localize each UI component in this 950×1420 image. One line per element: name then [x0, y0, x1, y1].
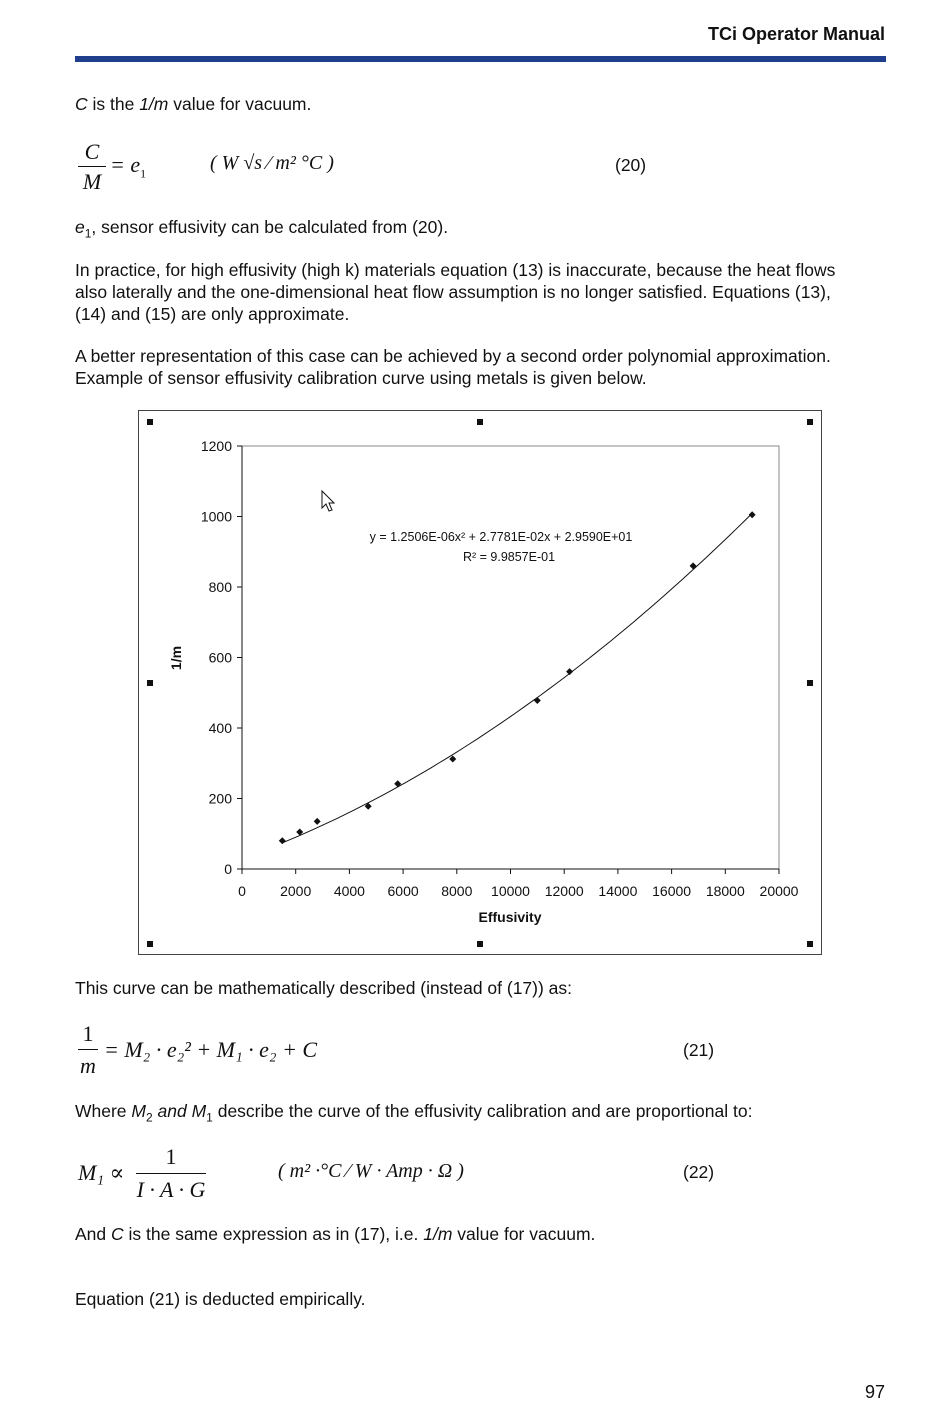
paragraph-polynomial: A better representation of this case can be achieved by a second order polynomial approximation. Example of sensor effusivity calibration curve using metals is given below. — [75, 346, 831, 388]
data-point — [394, 780, 401, 787]
eq22-fraction-line — [136, 1173, 206, 1174]
calibration-chart — [139, 411, 823, 956]
text-value-vacuum: value for vacuum. — [168, 94, 312, 114]
eq21-numerator: 1 — [82, 1021, 94, 1046]
trendline-r2: R² = 9.9857E-01 — [462, 550, 556, 564]
data-point — [279, 837, 286, 844]
data-point — [690, 562, 697, 569]
eq21-rhs: = M₂ · e₂² + M₁ · e₂ + C — [104, 1037, 318, 1062]
y-tick-label: 0 — [224, 861, 232, 877]
y-tick-label: 1000 — [200, 508, 232, 525]
y-tick-label: 800 — [208, 579, 232, 595]
eq21-number: (21) — [683, 1040, 715, 1060]
data-point — [749, 511, 756, 518]
manual-title: TCi Operator Manual — [707, 24, 885, 44]
y-tick-label: 200 — [208, 790, 232, 807]
eq20-fraction-line — [78, 166, 106, 167]
data-point — [534, 697, 541, 704]
x-tick-label: 16000 — [652, 883, 692, 899]
eq21-denominator: m — [80, 1053, 96, 1078]
var-inv-m: 1/m — [139, 94, 169, 114]
eq20-number: (20) — [615, 155, 647, 175]
eq20-numerator: C — [84, 139, 100, 164]
text-is-the: is the — [87, 94, 140, 114]
calibration-chart-frame[interactable] — [138, 410, 822, 955]
x-tick-label: 2000 — [280, 883, 312, 899]
paragraph-empirical: Equation (21) is deducted empirically. — [75, 1289, 366, 1309]
y-tick-label: 600 — [208, 649, 232, 666]
header-rule — [75, 56, 886, 62]
x-tick-label: 10000 — [491, 883, 530, 899]
x-tick-label: 20000 — [759, 883, 799, 899]
x-tick-label: 12000 — [544, 883, 584, 899]
paragraph-high-effusivity: In practice, for high effusivity (high k) materials equation (13) is inaccurate, because the heat flows also laterally and the one-dimensional heat flow assumption is no longer satisfied. Equations (13), (14) and (15) are only approximate. — [75, 260, 836, 324]
trendline-equation: y = 1.2506E-06x² + 2.7781E-02x + 2.9590E+01 — [369, 530, 633, 544]
paragraph-e1: $e_1$, sensor effusivity can be calculated from (20). — [75, 217, 449, 241]
paragraph-vacuum — [75, 93, 875, 115]
paragraph-c-expression: And C is the same expression as in (17), i.e. 1/m value for vacuum. — [75, 1224, 596, 1244]
y-tick-label: 1200 — [200, 438, 232, 454]
eq22-numerator: 1 — [165, 1144, 177, 1169]
y-tick-label: 400 — [208, 720, 232, 736]
x-axis-title: Effusivity — [478, 909, 542, 925]
eq20-denominator: M — [82, 169, 102, 194]
eq22-number: (22) — [683, 1162, 715, 1182]
plot-area — [242, 446, 779, 869]
paragraph-proportional: Where $M_2$ and $M_1$ describe the curve of the effusivity calibration and are proportional to: — [75, 1101, 753, 1125]
eq22-lhs: M₁ ∝ — [78, 1160, 125, 1185]
eq22-units: ( m² ·°C ⁄ W · Amp · Ω ) — [278, 1160, 464, 1182]
eq20-rhs: = $e_1$ — [110, 152, 147, 181]
var-c: C — [75, 94, 88, 114]
eq20-units: ( W √s ⁄ m² °C ) — [210, 152, 334, 174]
eq22-denominator: I · A · G — [136, 1177, 206, 1202]
x-tick-label: 14000 — [598, 883, 638, 899]
x-tick-label: 18000 — [705, 883, 745, 899]
x-tick-label: 6000 — [387, 883, 419, 899]
data-point — [314, 818, 321, 825]
eq21-fraction-line — [78, 1049, 98, 1050]
mouse-cursor-icon — [322, 491, 334, 511]
x-tick-label: 0 — [238, 883, 246, 899]
page-number: 97 — [864, 1382, 885, 1402]
data-point — [566, 668, 573, 675]
x-tick-label: 8000 — [441, 883, 473, 899]
y-axis-title: 1/m — [168, 645, 184, 671]
paragraph-curve-description: This curve can be mathematically described (instead of (17)) as: — [75, 978, 573, 998]
x-tick-label: 4000 — [333, 883, 365, 899]
